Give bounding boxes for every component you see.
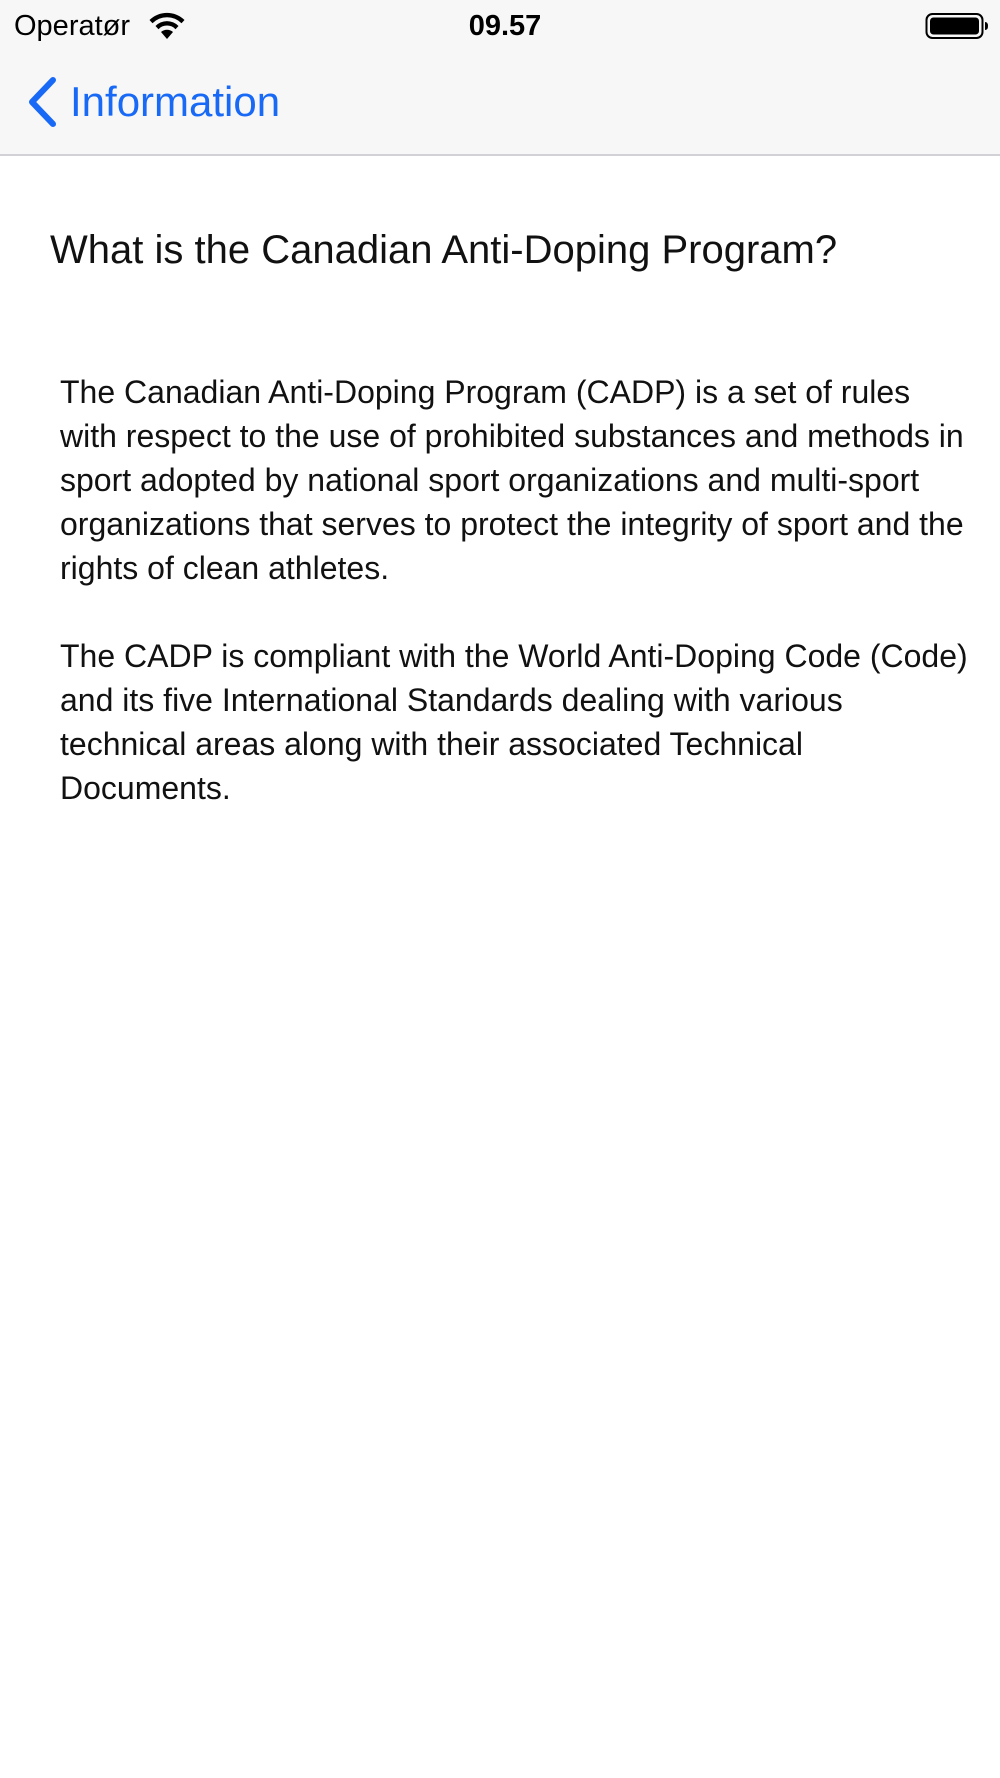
navigation-bar [0, 52, 1000, 154]
status-time: 09.57 [468, 10, 542, 42]
battery-icon [925, 12, 989, 40]
back-button-label: Information [70, 78, 281, 125]
status-bar [0, 0, 1000, 52]
paragraph-2: The CADP is compliant with the World Anti-Doping Code (Code) and its five International Standards dealing with various technical areas along with their associated Technical Documents. [60, 638, 968, 806]
chevron-left-icon [26, 76, 60, 128]
back-button[interactable] [26, 74, 280, 130]
body-text [60, 370, 970, 854]
paragraph-1: The Canadian Anti-Doping Program (CADP) is a set of rules with respect to the use of prohibited substances and methods in sport adopted by national sport organizations and multi-sport organizations that serves to protect the integrity of sport and the rights of clean athletes. [60, 374, 964, 586]
page-title: What is the Canadian Anti-Doping Program? [50, 228, 838, 272]
carrier-name: Operatør [14, 10, 131, 42]
top-bar [0, 0, 1000, 156]
